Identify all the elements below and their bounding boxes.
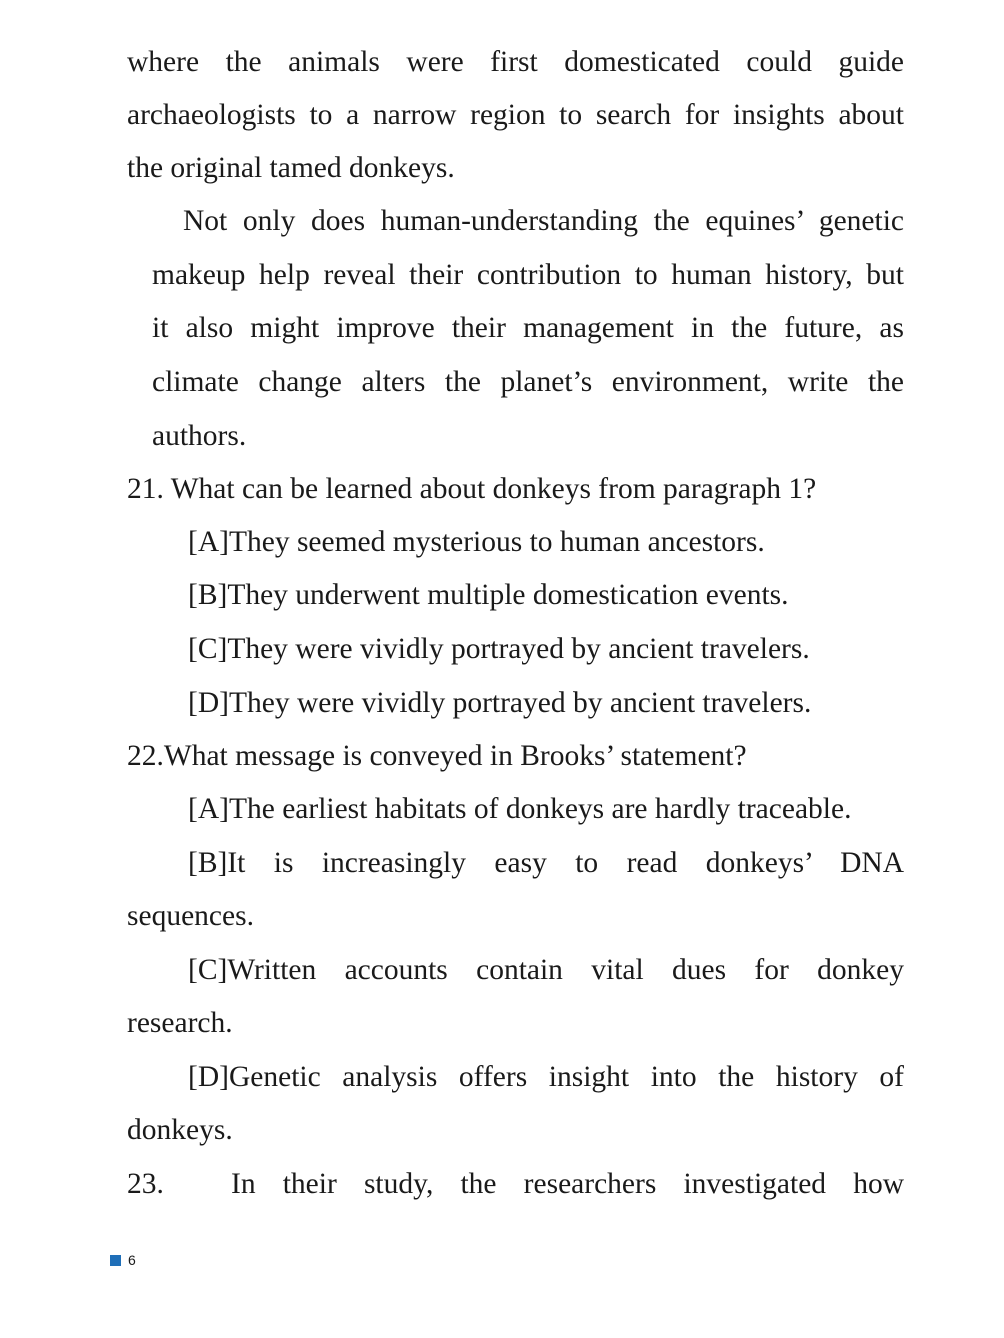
page-number: 6 (128, 1252, 136, 1268)
question-22-option-b: [B]It is increasingly easy to read donkeys’ DNA (188, 847, 904, 879)
paragraph-line: authors. (152, 420, 247, 452)
paragraph-line: climate change alters the planet’s environment, write the (152, 366, 904, 398)
question-21-option-d: [D]They were vividly portrayed by ancient travelers. (188, 687, 812, 719)
question-23-stem: In their study, the researchers investigated how (231, 1168, 904, 1200)
passage-line: archaeologists to a narrow region to search for insights about (127, 99, 904, 131)
question-22-option-c-cont: research. (127, 1007, 233, 1039)
question-22-option-a: [A]The earliest habitats of donkeys are hardly traceable. (188, 793, 852, 825)
page-footer (110, 1252, 136, 1268)
page-marker-icon (110, 1255, 121, 1266)
question-22-option-d-cont: donkeys. (127, 1114, 233, 1146)
question-21-option-b: [B]They underwent multiple domestication events. (188, 579, 789, 611)
passage-line: the original tamed donkeys. (127, 152, 455, 184)
question-22-option-b-cont: sequences. (127, 900, 254, 932)
paragraph-line: it also might improve their management in the future, as (152, 312, 904, 344)
paragraph-line: makeup help reveal their contribution to human history, but (152, 259, 904, 291)
question-21-stem: 21. What can be learned about donkeys from paragraph 1? (127, 473, 817, 505)
question-21-option-a: [A]They seemed mysterious to human ancestors. (188, 526, 765, 558)
passage-line: where the animals were first domesticated could guide (127, 46, 904, 78)
question-22-option-c: [C]Written accounts contain vital dues for donkey (188, 954, 904, 986)
question-23-number: 23. (127, 1168, 164, 1200)
question-22-stem: 22.What message is conveyed in Brooks’ statement? (127, 740, 747, 772)
question-22-option-d: [D]Genetic analysis offers insight into the history of (188, 1061, 904, 1093)
paragraph-line: Not only does human-understanding the equines’ genetic (183, 205, 904, 237)
question-21-option-c: [C]They were vividly portrayed by ancient travelers. (188, 633, 810, 665)
